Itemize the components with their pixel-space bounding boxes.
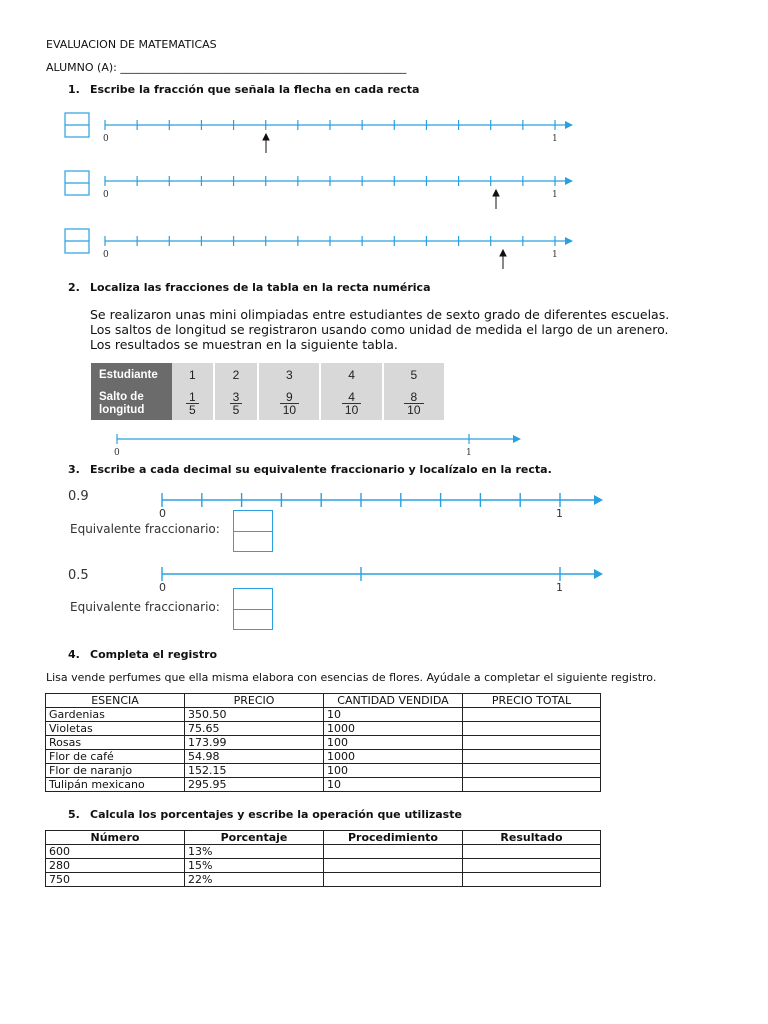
q3-answer-box-2[interactable] (233, 588, 273, 630)
q3-decimal-1: 0.9 (68, 489, 89, 504)
q5-percent-table: Número Porcentaje Procedimiento Resultado 600 13% 280 15% 750 22% (45, 830, 601, 887)
q1-line1-zero: 0 (103, 134, 109, 144)
q1-heading: 1. Escribe la fracción que señala la flecha en cada recta (68, 83, 420, 96)
svg-text:1: 1 (556, 581, 563, 594)
q1-line3-zero: 0 (103, 250, 109, 260)
table-row: Flor de naranjo 152.15 100 (46, 764, 601, 778)
table-row: Rosas 173.99 100 (46, 736, 601, 750)
svg-text:1: 1 (556, 507, 563, 520)
q3-number-line-2 (150, 564, 610, 594)
q4-heading: 4. Completa el registro (68, 648, 218, 661)
q3-equiv-label-1: Equivalente fraccionario: (70, 522, 220, 536)
table-row: 600 13% (46, 845, 601, 859)
q4-register-table: ESENCIA PRECIO CANTIDAD VENDIDA PRECIO TOTAL Gardenias 350.50 10 Violetas 75.65 1000 Rosas 173.99 100 Flor de café 54.98 1000 Flor de naranjo 152.15 100 Tulipán mexicano 295.95 10 (45, 693, 601, 792)
q2-heading: 2. Localiza las fracciones de la tabla en la recta numérica (68, 281, 431, 294)
page-title: EVALUACION DE MATEMATICAS (46, 38, 217, 51)
q2-number-line (105, 430, 525, 458)
q4-intro: Lisa vende perfumes que ella misma elabora con esencias de flores. Ayúdale a completar el siguiente registro. (46, 671, 657, 684)
table-row: Gardenias 350.50 10 (46, 708, 601, 722)
q3-heading: 3. Escribe a cada decimal su equivalente fraccionario y localízalo en la recta. (68, 463, 552, 476)
svg-text:0: 0 (114, 448, 120, 458)
svg-text:1: 1 (466, 448, 472, 458)
q3-decimal-2: 0.5 (68, 568, 89, 583)
table-row: 750 22% (46, 873, 601, 887)
q1-line2-one: 1 (552, 190, 558, 200)
table-row: Flor de café 54.98 1000 (46, 750, 601, 764)
q1-line1-one: 1 (552, 134, 558, 144)
q2-paragraph: Se realizaron unas mini olimpiadas entre estudiantes de sexto grado de diferentes escuelas. Los saltos de longitud se registraron usando como unidad de medida el largo de un arenero. Los resultados se muestran en la siguiente tabla. (90, 307, 670, 352)
q5-heading: 5. Calcula los porcentajes y escribe la operación que utilizaste (68, 808, 462, 821)
svg-text:0: 0 (159, 507, 166, 520)
q2-results-table: Estudiante 1 2 3 4 5 Salto de longitud $\frac{1}{5}$ $\frac{3}{5}$ $\frac{9}{10}$ $\frac{4}{10}$ $\frac{8}{10}$ (91, 363, 446, 420)
q3-equiv-label-2: Equivalente fraccionario: (70, 600, 220, 614)
q3-answer-box-1[interactable] (233, 510, 273, 552)
table-row: Tulipán mexicano 295.95 10 (46, 778, 601, 792)
q1-number-lines (60, 105, 590, 275)
table-row: Violetas 75.65 1000 (46, 722, 601, 736)
q1-line2-zero: 0 (103, 190, 109, 200)
q1-line3-one: 1 (552, 250, 558, 260)
student-name-line[interactable]: ALUMNO (A): ____________________________________________________ (46, 61, 407, 74)
table-row: 280 15% (46, 859, 601, 873)
svg-text:0: 0 (159, 581, 166, 594)
q3-number-line-1 (150, 490, 610, 520)
